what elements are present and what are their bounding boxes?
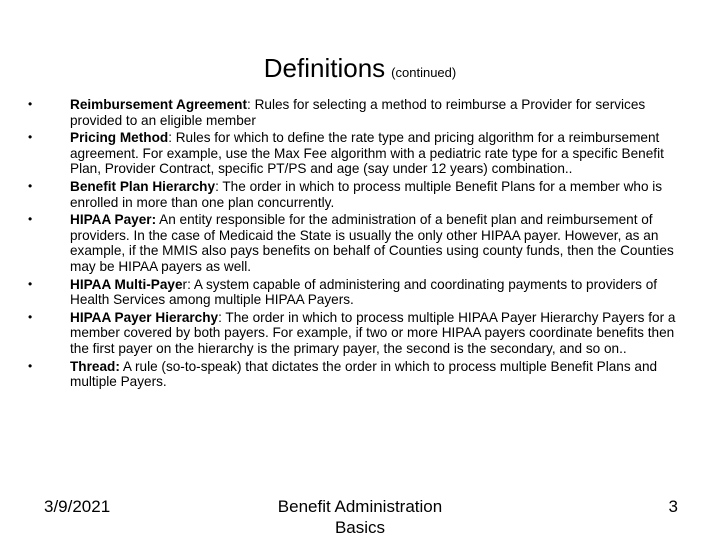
definition-item xyxy=(28,310,688,357)
bullet-icon: • xyxy=(28,276,33,291)
bullet-icon: • xyxy=(28,212,33,227)
definition-term: HIPAA Payer Hierarchy xyxy=(70,309,219,325)
slide-title xyxy=(0,52,720,89)
bullet-icon: • xyxy=(28,130,33,145)
definition-text: : Rules for which to define the rate type and pricing algorithm for a reimbursement agreement. For example, use the Max Fee algorithm with a pediatric rate type for a specific Benefit Plan, Provider Contract, specific PT/PS and age (say under 12 years) combination.. xyxy=(70,130,664,177)
page-number: 3 xyxy=(668,497,678,516)
footer-title xyxy=(240,496,480,538)
definitions-list xyxy=(28,97,688,392)
bullet-icon: • xyxy=(28,309,33,324)
definition-term: Thread: xyxy=(70,358,120,374)
definition-term: HIPAA Multi-Paye xyxy=(70,276,183,292)
definition-text: : Rules for selecting a method to reimburse a Provider for services provided to an eligible member xyxy=(70,97,646,128)
definition-item xyxy=(28,179,688,210)
definition-term: Benefit Plan Hierarchy xyxy=(70,178,216,194)
footer-date: 3/9/2021 xyxy=(44,497,111,516)
definition-item xyxy=(28,97,688,128)
definition-text: : The order in which to process multiple Benefit Plans for a member who is enrolled in more than one plan concurrently. xyxy=(70,178,663,210)
definition-term: HIPAA Payer: xyxy=(70,212,157,228)
footer-title-line1: Benefit Administration xyxy=(277,497,443,516)
bullet-icon: • xyxy=(28,97,33,111)
definition-term: Pricing Method xyxy=(70,130,169,146)
definition-item xyxy=(28,212,688,274)
bullet-icon: • xyxy=(28,178,33,193)
definition-text: : The order in which to process multiple HIPAA Payer Hierarchy Payers for a member covered by both payers. For example, if two or more HIPAA payers coordinate benefits then the first payer on the hierarchy is the primary payer, the second is the secondary, and so on.. xyxy=(70,309,676,356)
bullet-icon: • xyxy=(28,358,33,373)
footer-title-line2: Basics xyxy=(334,518,386,537)
definition-text: r: A system capable of administering and coordinating payments to providers of Health Services among multiple HIPAA Payers. xyxy=(70,276,658,308)
definition-text: An entity responsible for the administration of a benefit plan and reimbursement of providers. In the case of Medicaid the State is usually the only other HIPAA payer. However, as an example, if the MMIS also pays benefits on behalf of Counties using county funds, then the Counties may be HIPAA payers as well. xyxy=(70,212,674,274)
definition-text: A rule (so-to-speak) that dictates the order in which to process multiple Benefit Plans and multiple Payers. xyxy=(70,358,658,390)
slide-title-suffix: (continued) xyxy=(391,65,457,80)
slide-title-text: Definitions xyxy=(263,53,386,83)
definition-item xyxy=(28,130,688,177)
definition-item xyxy=(28,277,688,308)
definition-term: Reimbursement Agreement xyxy=(70,97,248,112)
definition-item xyxy=(28,359,688,390)
